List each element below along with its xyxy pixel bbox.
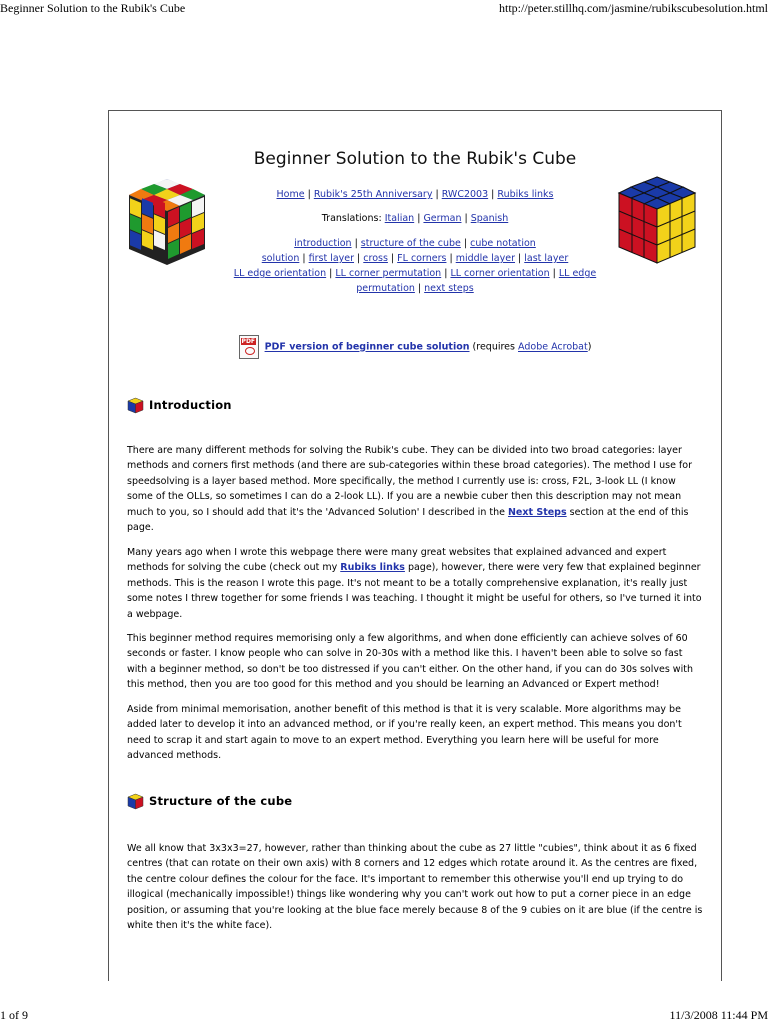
section-link-ll-edge-permutation[interactable]: LL edge permutation <box>356 268 597 294</box>
pdf-requires-suffix: ) <box>587 341 592 353</box>
section-link-ll-corner-orientation[interactable]: LL corner orientation <box>450 268 550 279</box>
solved-cube-image <box>617 175 697 265</box>
section-link-introduction[interactable]: introduction <box>294 238 352 249</box>
page-content-frame <box>108 110 722 981</box>
adobe-acrobat-link[interactable]: Adobe Acrobat <box>518 341 588 353</box>
translations-nav: Translations: Italian | German | Spanish <box>321 213 509 224</box>
translation-link-german[interactable]: German <box>423 213 462 224</box>
section-link-ll-edge-orientation[interactable]: LL edge orientation <box>233 268 327 279</box>
page-title: Beginner Solution to the Rubik's Cube <box>253 149 577 169</box>
introduction-heading-text: Introduction <box>149 398 232 412</box>
section-link-structure[interactable]: structure of the cube <box>360 238 461 249</box>
structure-paragraph-1: We all know that 3x3x3=27, however, rather than thinking about the cube as 27 little "cubies", think about it as 6 fixed centres (that can rotate on their own axis) with 8 corners and 12 edges which rotate around it. As the centres are fixed, the centre colour defines the colour for the face. It's important to remember this otherwise you'll end up trying to do illogical (mechanically impossible!) things like wondering why you can't work out how to put a corner piece in an edge position, or assuming that you're looking at the blue face merely because 8 of the 9 cubies on it are blue (if the centre is white then it's the white face). <box>127 843 703 932</box>
translation-link-italian[interactable]: Italian <box>384 213 415 224</box>
intro-paragraph-2 <box>127 545 703 622</box>
translation-link-spanish[interactable]: Spanish <box>470 213 509 224</box>
print-header <box>0 0 768 16</box>
section-link-next-steps[interactable]: next steps <box>424 283 474 294</box>
intro-p2-text-a: Many years ago when I wrote this webpage there were many great websites that explained advanced and expert methods for solving the cube (check out my <box>127 547 667 574</box>
scrambled-cube-image <box>127 177 207 267</box>
main-nav: Home | Rubik's 25th Anniversary | RWC2003 | Rubiks links <box>276 189 554 200</box>
nav-link-home[interactable]: Home <box>276 189 305 200</box>
section-link-ll-corner-permutation[interactable]: LL corner permutation <box>335 268 442 279</box>
translations-label: Translations: <box>321 213 382 224</box>
print-footer-page: 1 of 9 <box>0 1008 28 1022</box>
intro-p1-text-a: There are many different methods for solving the Rubik's cube. They can be divided into two broad categories: layer methods and corners first methods (and there are sub-categories within these broad categories). The method I use for speedsolving is a layer based method. More specifically, the method I currently use is: cross, F2L, 3-look LL (I know some of the OLLs, so sometimes I can do a 2-look LL). If you are a newbie cuber then this description may not mean much to you, so I should add that it's the 'Advanced Solution' I described in the <box>127 445 692 518</box>
intro-paragraph-3: This beginner method requires memorising only a few algorithms, and when done efficiently can achieve solves of 60 seconds or faster. I know people who can solve in 20-30s with a method like this. I haven't been able to solve so fast with a beginner method, so don't be too distressed if you can't either. On the other hand, if you can do 30s solves with this method, then you are too good for this method and you should be learning an Advanced or Expert method! <box>127 633 693 691</box>
pdf-requires-text: (requires <box>472 341 515 353</box>
nav-link-rwc2003[interactable]: RWC2003 <box>441 189 489 200</box>
nav-link-anniversary[interactable]: Rubik's 25th Anniversary <box>313 189 433 200</box>
intro-p2-text-b: page), however, there were very few that explained beginner methods. This is the reason I wrote this page. It's not meant to be a totally comprehensive explanation, it's really just some notes I threw together for some friends I was teaching. I thought it might be useful for others, so I've turned it into a webpage. <box>127 562 702 620</box>
structure-heading-text: Structure of the cube <box>149 794 293 808</box>
cube-bullet-icon <box>127 793 144 810</box>
section-link-middle-layer[interactable]: middle layer <box>455 253 515 264</box>
intro-paragraph-4: Aside from minimal memorisation, another benefit of this method is that it is very scalable. More algorithms may be added later to develop it into an advanced method, or if you're really keen, an expert method. This means you don't need to scrap it and start again to move to an expert method. Everything you learn here will be useful for more advanced methods. <box>127 704 682 762</box>
print-footer-date: 11/3/2008 11:44 PM <box>669 1008 768 1022</box>
section-link-first-layer[interactable]: first layer <box>308 253 355 264</box>
structure-heading <box>127 793 292 810</box>
section-link-cross[interactable]: cross <box>363 253 388 264</box>
section-link-notation[interactable]: cube notation <box>470 238 536 249</box>
intro-paragraph-1 <box>127 443 703 535</box>
next-steps-link[interactable]: Next Steps <box>507 506 567 518</box>
rubiks-links-link[interactable]: Rubiks links <box>340 562 405 574</box>
section-nav: introduction | structure of the cube | cube notation solution | first layer | cross | FL corners | middle layer | last layer LL edge orientation | LL corner permutation | LL corner orientation | LL edge permutation | next steps <box>233 238 597 294</box>
introduction-heading <box>127 397 232 414</box>
print-header-url: http://peter.stillhq.com/jasmine/rubikscubesolution.html <box>499 1 768 15</box>
section-link-solution[interactable]: solution <box>261 253 300 264</box>
section-link-last-layer[interactable]: last layer <box>524 253 569 264</box>
print-header-title: Beginner Solution to the Rubik's Cube <box>0 1 186 15</box>
section-link-fl-corners[interactable]: FL corners <box>397 253 447 264</box>
cube-bullet-icon <box>127 397 144 414</box>
pdf-download-link[interactable]: PDF version of beginner cube solution <box>264 341 470 353</box>
pdf-download-line <box>109 335 721 359</box>
intro-p1-text-b: section at the end of this page. <box>127 506 689 534</box>
print-footer <box>0 1006 768 1024</box>
nav-link-rubiks-links[interactable]: Rubiks links <box>497 189 554 200</box>
pdf-icon[interactable] <box>239 335 259 359</box>
